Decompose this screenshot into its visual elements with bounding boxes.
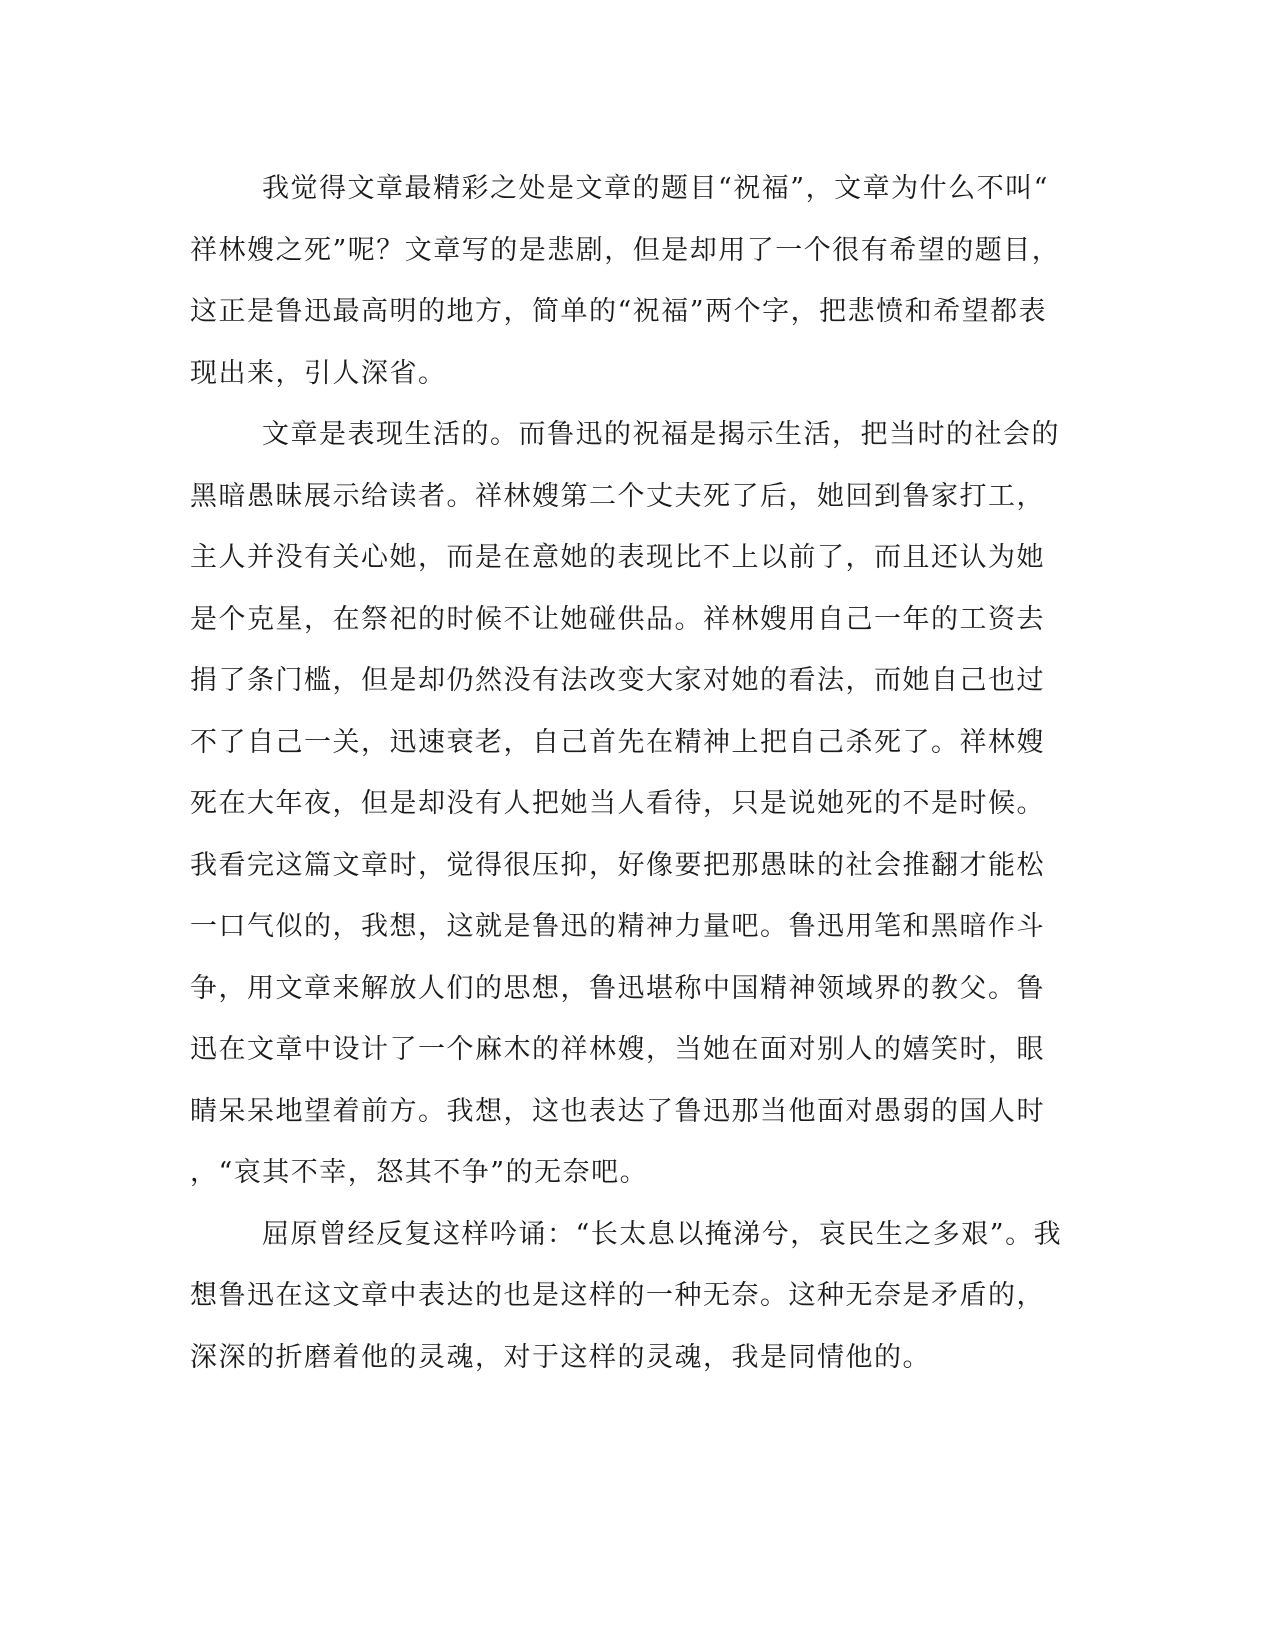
text-line: 现出来，引人深省。	[190, 357, 447, 389]
text-line: 想鲁迅在这文章中表达的也是这样的一种无奈。这种无奈是矛盾的，	[190, 1280, 1045, 1311]
text-line: 是个克星，在祭祀的时候不让她碰供品。祥林嫂用自己一年的工资去	[190, 603, 1045, 635]
text-line: 屈原曾经反复这样吟诵：“长太息以掩涕兮，哀民生之多艰”。我	[262, 1218, 1063, 1250]
text-line: 主人并没有关心她，而是在意她的表现比不上以前了，而且还认为她	[190, 542, 1045, 573]
text-line: 黑暗愚昧展示给读者。祥林嫂第二个丈夫死了后，她回到鲁家打工，	[190, 480, 1045, 512]
text-line: 一口气似的，我想，这就是鲁迅的精神力量吧。鲁迅用笔和黑暗作斗	[190, 911, 1045, 942]
text-line: 争，用文章来解放人们的思想，鲁迅堪称中国精神领域界的教父。鲁	[190, 972, 1045, 1004]
text-line: 不了自己一关，迅速衰老，自己首先在精神上把自己杀死了。祥林嫂	[190, 726, 1045, 758]
paragraph-3	[190, 1204, 1090, 1389]
paragraph-1	[190, 158, 1090, 404]
text-line: 迅在文章中设计了一个麻木的祥林嫂，当她在面对别人的嬉笑时，眼	[190, 1034, 1045, 1065]
text-line: 睛呆呆地望着前方。我想，这也表达了鲁迅那当他面对愚弱的国人时	[190, 1095, 1045, 1127]
text-line: 死在大年夜，但是却没有人把她当人看待，只是说她死的不是时候。	[190, 788, 1045, 819]
text-line: ，“哀其不幸，怒其不争”的无奈吧。	[190, 1157, 649, 1188]
text-line: 文章是表现生活的。而鲁迅的祝福是揭示生活，把当时的社会的	[262, 419, 1060, 450]
text-line: 深深的折磨着他的灵魂，对于这样的灵魂，我是同情他的。	[190, 1341, 931, 1373]
text-line: 祥林嫂之死”呢？文章写的是悲剧，但是却用了一个很有希望的题目，	[190, 234, 1061, 266]
text-line: 我觉得文章最精彩之处是文章的题目“祝福”，文章为什么不叫“	[262, 173, 1049, 204]
text-line: 我看完这篇文章时，觉得很压抑，好像要把那愚昧的社会推翻才能松	[190, 849, 1045, 881]
document-body	[190, 158, 1090, 1388]
paragraph-2	[190, 404, 1090, 1204]
text-line: 这正是鲁迅最高明的地方，简单的“祝福”两个字，把悲愤和希望都表	[190, 296, 1048, 327]
text-line: 捐了条门槛，但是却仍然没有法改变大家对她的看法，而她自己也过	[190, 665, 1045, 696]
